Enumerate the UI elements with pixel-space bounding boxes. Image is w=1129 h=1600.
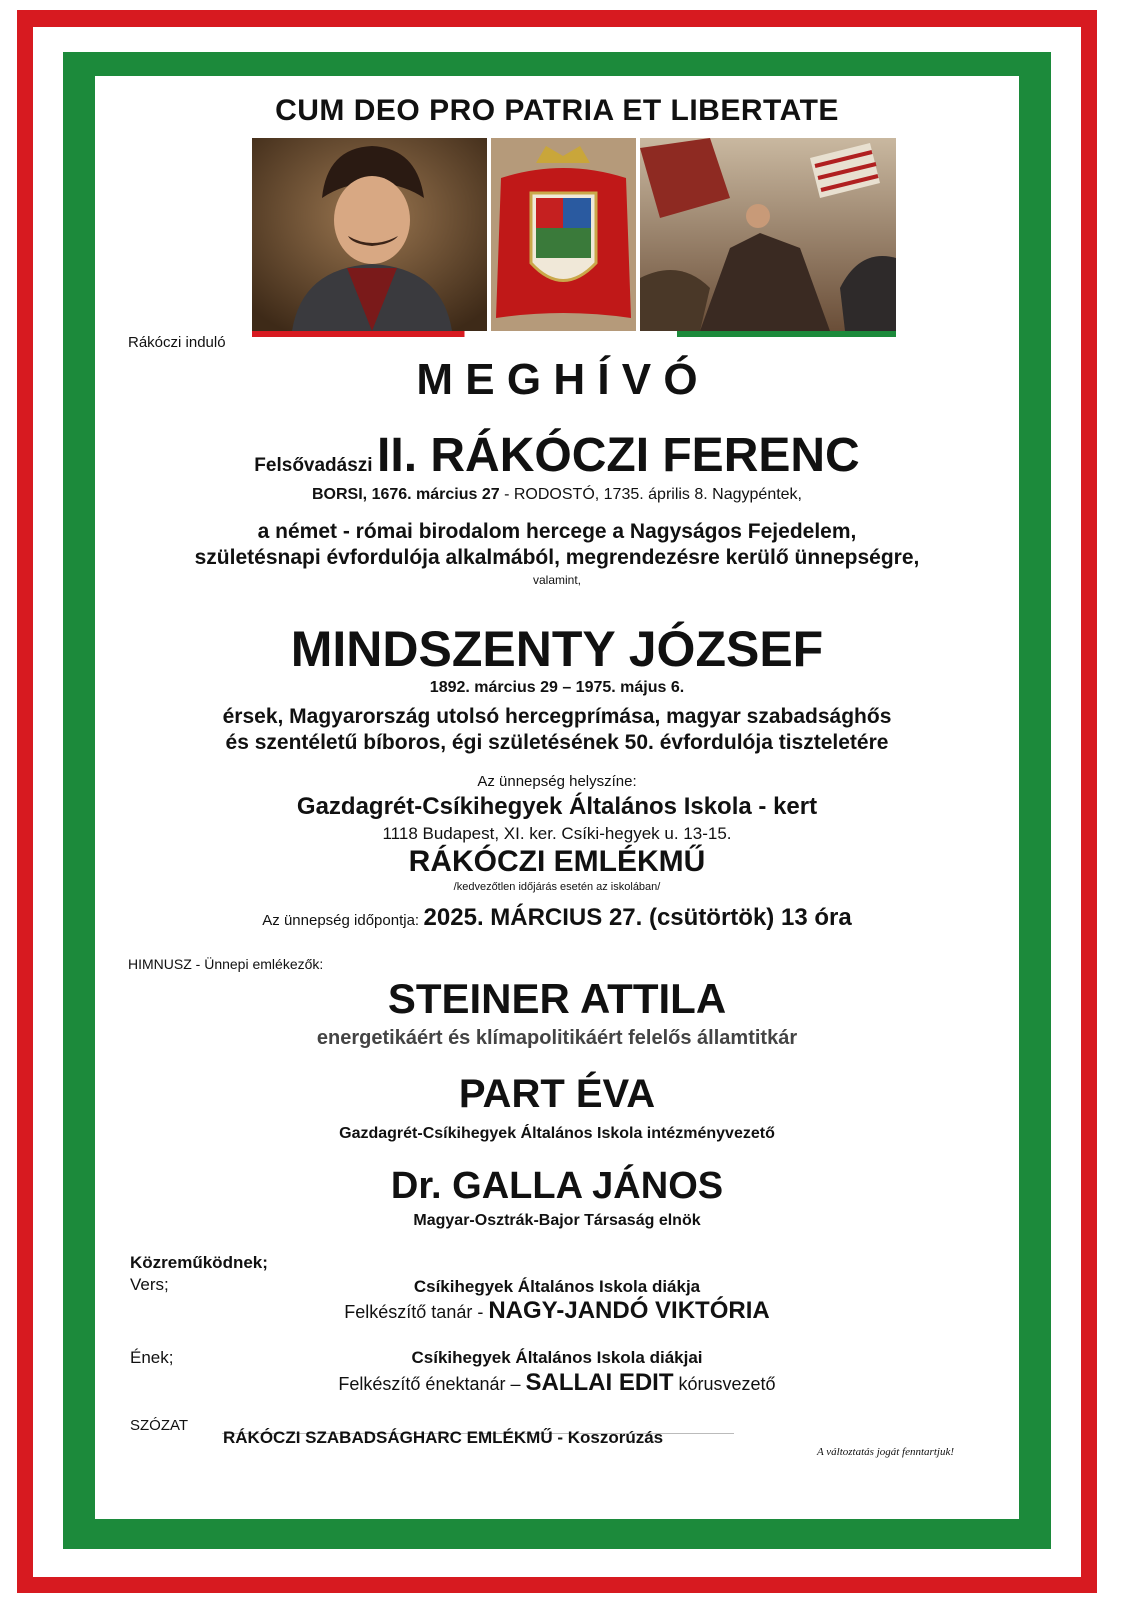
- disclaimer: A változtatás jogát fenntartjuk!: [817, 1446, 954, 1458]
- speaker-3-name: Dr. GALLA JÁNOS: [390, 1165, 724, 1207]
- speaker-1-name: STEINER ATTILA: [387, 975, 727, 1022]
- person1-dates-rest: - RODOSTÓ, 1735. április 8. Nagypéntek,: [499, 486, 802, 503]
- person2-dates: 1892. március 29 – 1975. május 6.: [429, 679, 685, 696]
- wreath-laying: RÁKÓCZI SZABADSÁGHARC EMLÉKMŰ - Koszorúzás: [223, 1428, 664, 1447]
- poem-label: Vers;: [130, 1275, 169, 1294]
- poem-performer: Csíkihegyek Általános Iskola diákja: [413, 1277, 701, 1296]
- anthem-line: HIMNUSZ - Ünnepi emlékezők:: [128, 956, 324, 972]
- conjunction: valamint,: [532, 573, 582, 587]
- speaker-1-role: energetikáért és klímapolitikáért felelős államtitkár: [316, 1027, 798, 1049]
- person2-desc-2: és szentéletű bíboros, égi születésének 50. évfordulója tiszteletére: [225, 731, 889, 754]
- poem-teacher: [95, 1297, 1019, 1325]
- speaker-2-name: PART ÉVA: [458, 1072, 656, 1116]
- song-teacher-suffix: kórusvezető: [673, 1374, 776, 1394]
- poem-teacher-label: Felkészítő tanár -: [344, 1302, 489, 1322]
- event-time: [95, 904, 1019, 932]
- song-label: Ének;: [130, 1348, 174, 1367]
- battle-painting-image: [640, 138, 896, 331]
- song-teacher-name: SALLAI EDIT: [525, 1369, 674, 1396]
- closing-anthem: SZÓZAT: [130, 1417, 189, 1434]
- person1-dates: [95, 486, 1019, 504]
- time-value: 2025. MÁRCIUS 27. (csütörtök) 13 óra: [423, 904, 852, 931]
- person1-name: II. RÁKÓCZI FERENC: [377, 429, 860, 482]
- opening-music: Rákóczi induló: [128, 334, 226, 351]
- contributors-heading: Közreműködnek;: [130, 1253, 268, 1272]
- invitation-title: M E G H Í V Ó: [416, 355, 698, 404]
- person1-prefix: Felsővadászi: [254, 455, 373, 476]
- portrait-rakoczi-image: [252, 138, 487, 331]
- song-teacher: [95, 1369, 1019, 1397]
- venue-monument: RÁKÓCZI EMLÉKMŰ: [408, 845, 706, 878]
- venue-name: Gazdagrét-Csíkihegyek Általános Iskola - kert: [296, 793, 818, 820]
- coat-of-arms-image: [491, 138, 636, 331]
- flag-stripe: [252, 331, 896, 337]
- venue-label: Az ünnepség helyszíne:: [477, 773, 637, 790]
- person2-name: MINDSZENTY JÓZSEF: [290, 621, 824, 677]
- poem-teacher-name: NAGY-JANDÓ VIKTÓRIA: [488, 1297, 770, 1324]
- person1-dates-bold: BORSI, 1676. március 27: [312, 486, 500, 503]
- speaker-3-role: Magyar-Osztrák-Bajor Társaság elnök: [413, 1212, 701, 1229]
- speaker-2-role: Gazdagrét-Csíkihegyek Általános Iskola intézményvezető: [339, 1125, 775, 1142]
- motto: CUM DEO PRO PATRIA ET LIBERTATE: [275, 94, 839, 127]
- song-teacher-label: Felkészítő énektanár –: [338, 1374, 526, 1394]
- person1-desc-1: a német - római birodalom hercege a Nagyságos Fejedelem,: [257, 520, 857, 543]
- weather-note: /kedvezőtlen időjárás esetén az iskolában/: [453, 881, 661, 893]
- person2-desc-1: érsek, Magyarország utolsó hercegprímása, magyar szabadsághős: [222, 705, 892, 728]
- venue-address: 1118 Budapest, XI. ker. Csíki-hegyek u. 13-15.: [382, 824, 732, 843]
- person1-heading: [95, 428, 1019, 483]
- song-performer: Csíkihegyek Általános Iskola diákjai: [411, 1348, 703, 1367]
- time-label: Az ünnepség időpontja:: [262, 912, 420, 929]
- person1-desc-2: születésnapi évfordulója alkalmából, megrendezésre kerülő ünnepségre,: [194, 546, 920, 569]
